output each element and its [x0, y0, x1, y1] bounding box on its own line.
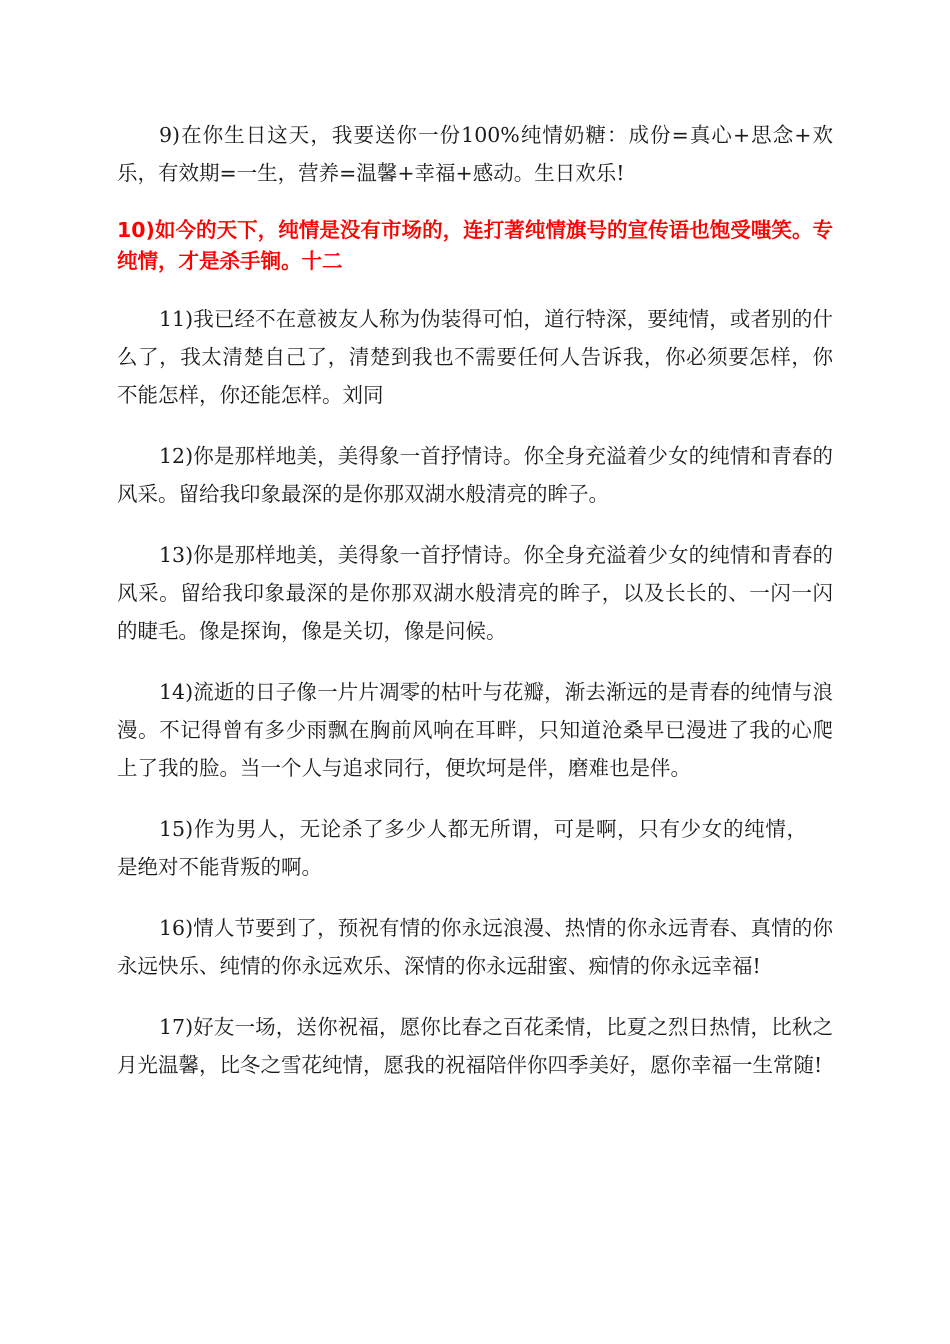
paragraph-9: 9)在你生日这天，我要送你一份100%纯情奶糖：成份=真心+思念+欢乐，有效期=一生，营养=温馨+幸福+感动。生日欢乐!: [117, 123, 833, 185]
paragraph-14: 14)流逝的日子像一片片凋零的枯叶与花瓣，渐去渐远的是青春的纯情与浪漫。不记得曾有多少雨飘在胸前风响在耳畔，只知道沧桑早已漫进了我的心爬上了我的脸。当一个人与追求同行，便坎坷是伴，磨难也是伴。: [117, 680, 833, 780]
paragraph-10-highlighted: 10)如今的天下，纯情是没有市场的，连打著纯情旗号的宣传语也饱受嗤笑。专纯情，才是杀手锏。十二: [117, 218, 833, 273]
paragraph-15: 15)作为男人，无论杀了多少人都无所谓，可是啊，只有少女的纯情，是绝对不能背叛的啊。: [117, 817, 807, 879]
paragraph-11: 11)我已经不在意被友人称为伪装得可怕，道行特深，要纯情，或者别的什么了，我太清楚自己了，清楚到我也不需要任何人告诉我，你必须要怎样，你不能怎样，你还能怎样。刘同: [117, 307, 833, 407]
paragraph-13: 13)你是那样地美，美得象一首抒情诗。你全身充溢着少女的纯情和青春的风采。留给我印象最深的是你那双湖水般清亮的眸子，以及长长的、一闪一闪的睫毛。像是探询，像是关切，像是问候。: [117, 543, 833, 643]
paragraph-17: 17)好友一场，送你祝福，愿你比春之百花柔情，比夏之烈日热情，比秋之月光温馨，比冬之雪花纯情，愿我的祝福陪伴你四季美好，愿你幸福一生常随!: [117, 1015, 833, 1077]
paragraph-12: 12)你是那样地美，美得象一首抒情诗。你全身充溢着少女的纯情和青春的风采。留给我印象最深的是你那双湖水般清亮的眸子。: [117, 444, 833, 506]
document-body: [117, 116, 833, 1107]
paragraph-16: 16)情人节要到了，预祝有情的你永远浪漫、热情的你永远青春、真情的你永远快乐、纯情的你永远欢乐、深情的你永远甜蜜、痴情的你永远幸福!: [117, 916, 833, 978]
